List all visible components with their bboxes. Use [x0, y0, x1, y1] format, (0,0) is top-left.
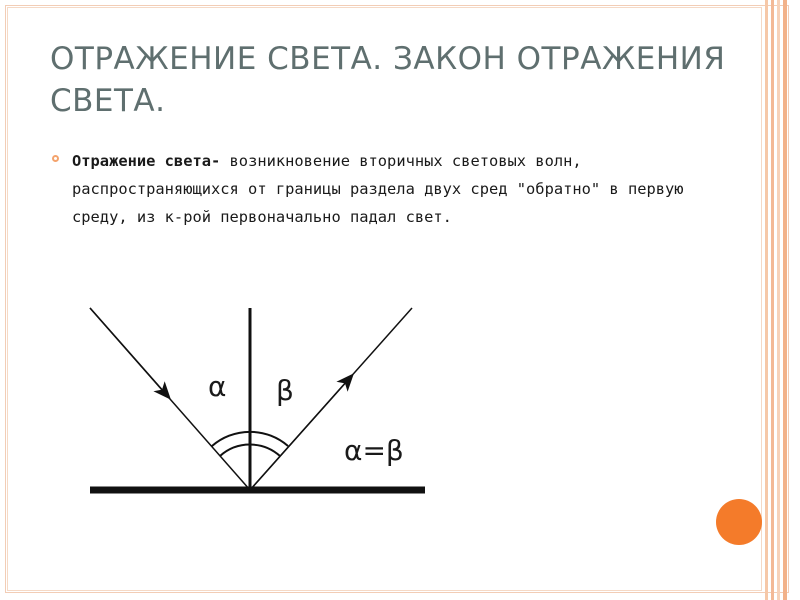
definition-paragraph — [72, 147, 712, 231]
bullet-ring-icon — [52, 155, 59, 162]
decorative-stripe — [771, 0, 774, 600]
definition-text: возникновение вторичных световых волн, распространяющихся от границы раздела двух сред "обратно" в первую среду, из к-рой первоначально падал свет. — [72, 152, 684, 226]
decorative-stripe — [765, 0, 768, 600]
beta-label: β — [276, 374, 294, 407]
decorative-stripe — [783, 0, 787, 600]
reflected-ray-arrow — [250, 380, 348, 490]
incident-ray-arrow — [90, 308, 165, 393]
reflection-diagram — [80, 300, 440, 510]
equation-label: α=β — [344, 434, 404, 467]
definition-term: Отражение света- — [72, 152, 221, 170]
decorative-stripe — [777, 0, 780, 600]
slide-title: ОТРАЖЕНИЕ СВЕТА. ЗАКОН ОТРАЖЕНИЯ СВЕТА. — [50, 41, 726, 119]
alpha-label: α — [208, 370, 227, 403]
orange-circle-icon — [716, 499, 762, 545]
